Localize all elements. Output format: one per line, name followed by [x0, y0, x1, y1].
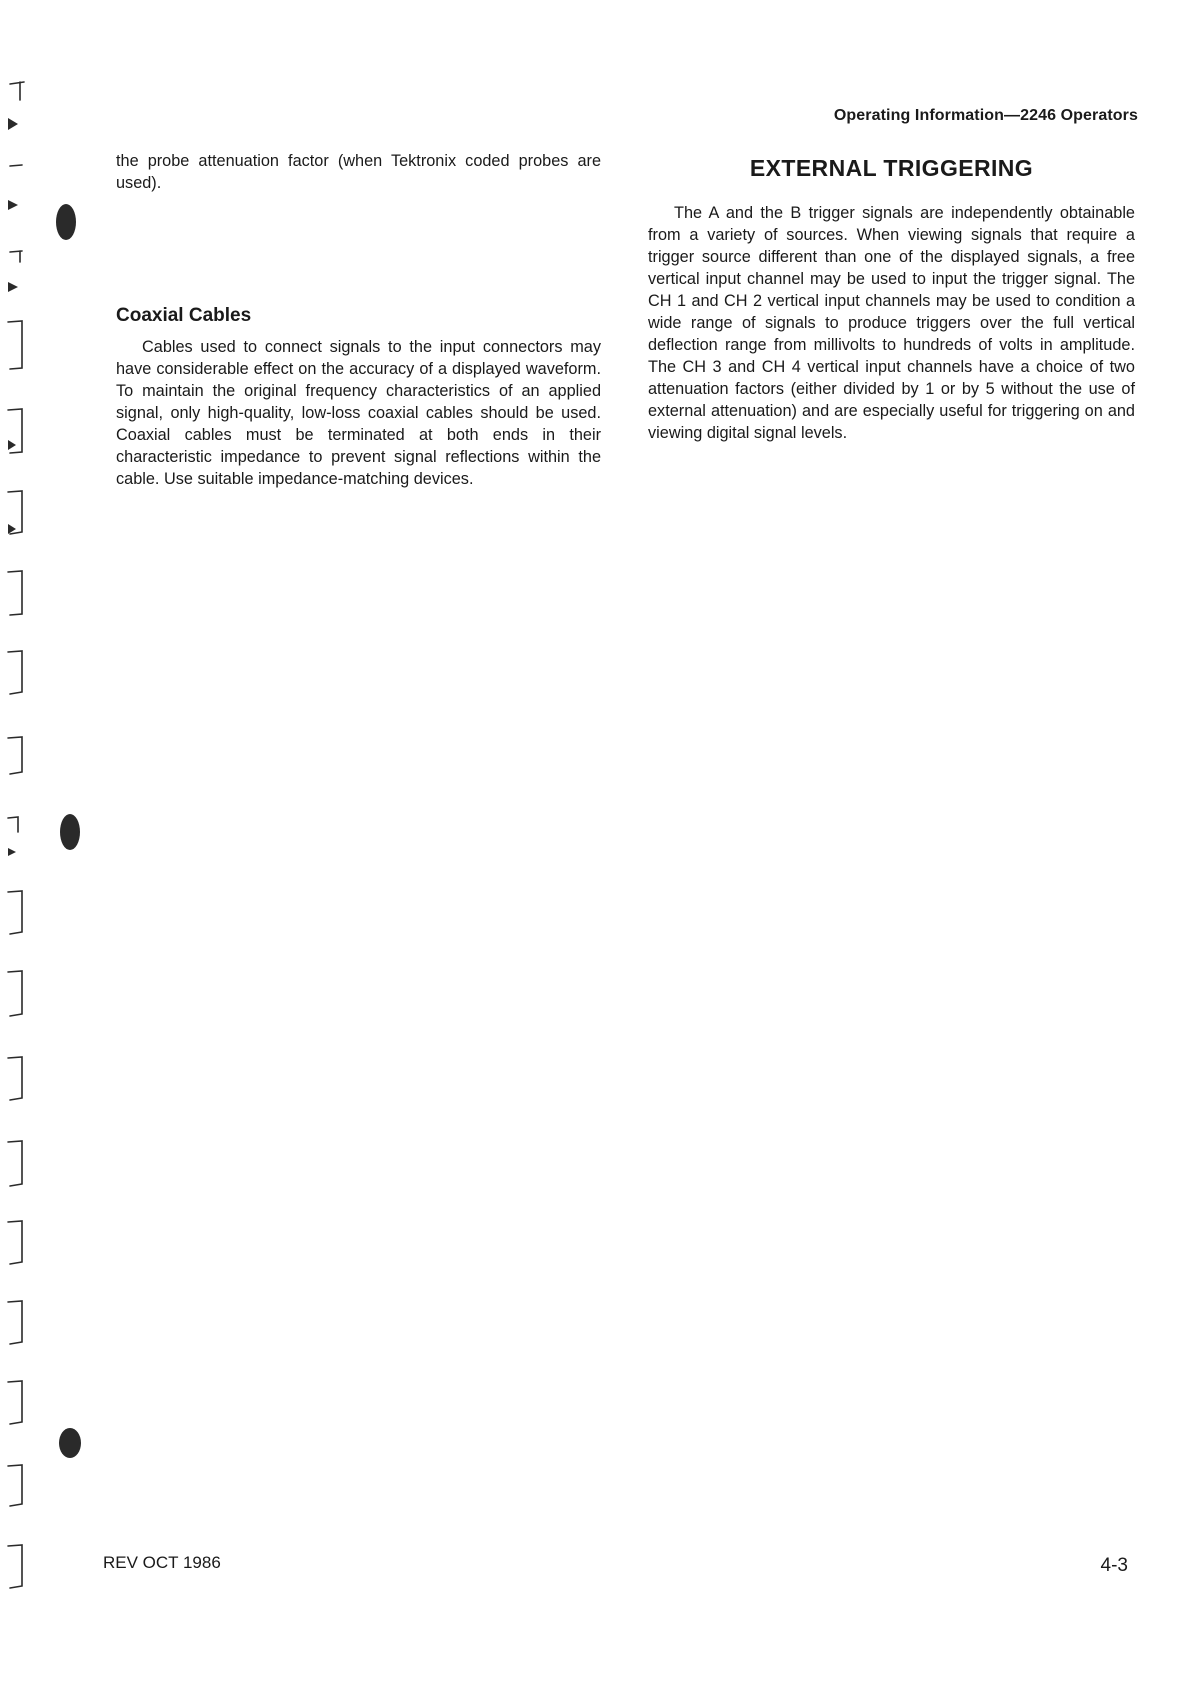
coaxial-cables-paragraph: Cables used to connect signals to the input connectors may have considerable effect on the accuracy of a displayed waveform. To maintain the original frequency characteristics of an applied signal, only high-quality, low-loss coaxial cables should be used. Coaxial cables must be terminated at both ends in their characteristic impedance to prevent signal reflections within the cable. Use suitable impedance-matching devices.: [116, 338, 601, 488]
external-triggering-paragraph: The A and the B trigger signals are independently obtainable from a variety of sources. When viewing signals that require a trigger source different than one of the displayed signals, a free vertical input channel may be used to input the trigger signal. The CH 1 and CH 2 vertical input channels may be used to condition a wide range of signals to produce triggers over the full vertical deflection range from millivolts to hundreds of volts in amplitude. The CH 3 and CH 4 vertical input channels have a choice of two attenuation factors (either divided by 1 or by 5 without the use of external attenuation) and are especially useful for triggering on and viewing digital signal levels.: [648, 204, 1135, 442]
running-header: Operating Information—2246 Operators: [833, 107, 1138, 124]
page-number: 4-3: [1100, 1555, 1128, 1576]
revision-date: REV OCT 1986: [103, 1553, 221, 1572]
binding-marks: [0, 0, 100, 1684]
left-column: [116, 150, 601, 490]
coaxial-cables-heading: Coaxial Cables: [116, 305, 252, 326]
continuation-paragraph: the probe attenuation factor (when Tektronix coded probes are used).: [116, 152, 601, 192]
right-column: [648, 150, 1135, 444]
external-triggering-title: EXTERNAL TRIGGERING: [749, 155, 1034, 181]
